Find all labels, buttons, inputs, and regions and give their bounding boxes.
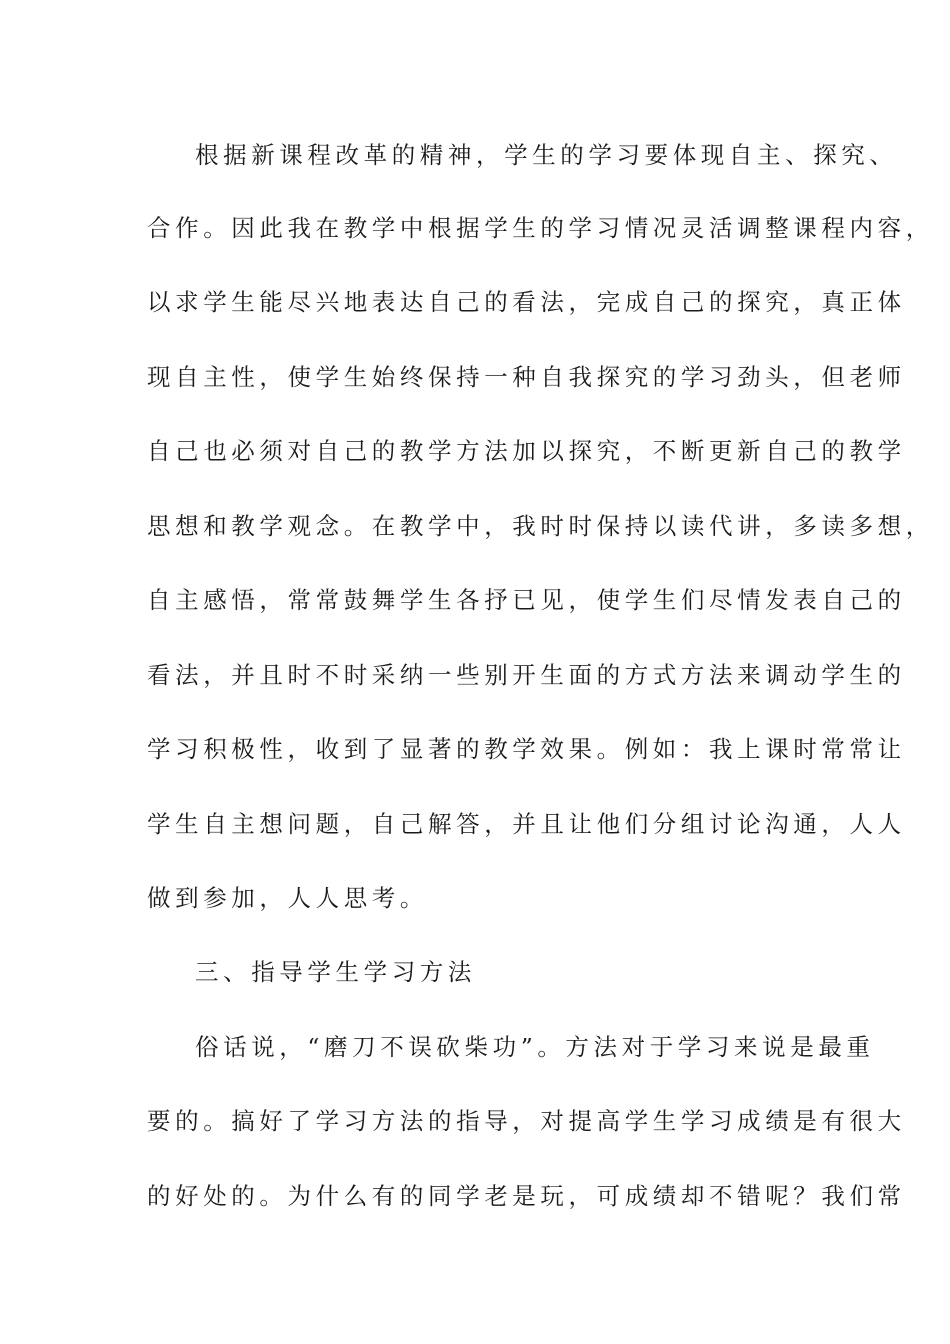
paragraph-line: 以求学生能尽兴地表达自己的看法，完成自己的探究，真正体	[147, 288, 906, 316]
section-heading: 三、指导学生学习方法	[195, 958, 476, 986]
paragraph-line: 做到参加，人人思考。	[147, 884, 428, 912]
paragraph-line: 要的。搞好了学习方法的指导，对提高学生学习成绩是有很大	[147, 1107, 906, 1135]
paragraph-line: 学生自主想问题，自己解答，并且让他们分组讨论沟通，人人	[147, 810, 906, 838]
paragraph-line: 合作。因此我在教学中根据学生的学习情况灵活调整课程内容，	[147, 214, 934, 242]
paragraph-line: 看法，并且时不时采纳一些别开生面的方式方法来调动学生的	[147, 661, 906, 689]
paragraph-line: 根据新课程改革的精神，学生的学习要体现自主、探究、	[195, 141, 898, 169]
paragraph-line: 俗话说，“磨刀不误砍柴功”。方法对于学习来说是最重	[195, 1033, 875, 1061]
paragraph-line: 现自主性，使学生始终保持一种自我探究的学习劲头，但老师	[147, 363, 906, 391]
paragraph-line: 学习积极性，收到了显著的教学效果。例如：我上课时常常让	[147, 735, 906, 763]
paragraph-line: 自主感悟，常常鼓舞学生各抒已见，使学生们尽情发表自己的	[147, 586, 906, 614]
paragraph-line: 自己也必须对自己的教学方法加以探究，不断更新自己的教学	[147, 437, 906, 465]
paragraph-line: 的好处的。为什么有的同学老是玩，可成绩却不错呢？我们常	[147, 1182, 906, 1210]
paragraph-line: 思想和教学观念。在教学中，我时时保持以读代讲，多读多想，	[147, 512, 934, 540]
